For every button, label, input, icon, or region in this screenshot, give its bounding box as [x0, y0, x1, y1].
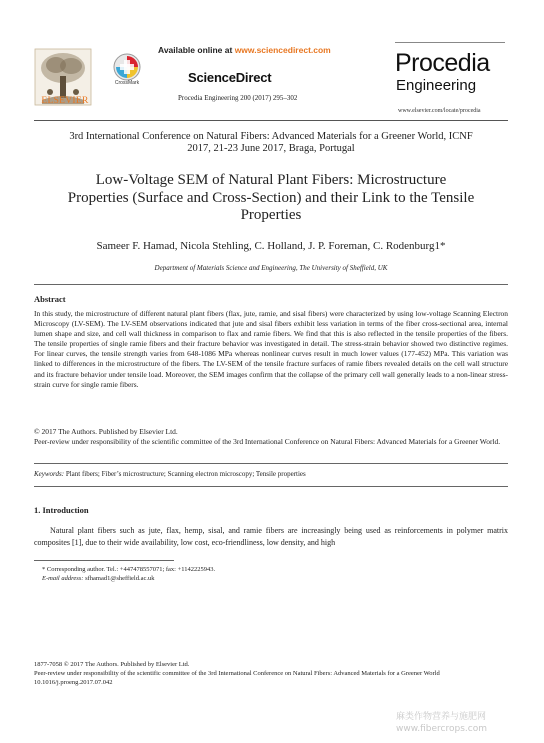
email-label: E-mail address: — [42, 575, 84, 582]
introduction-heading: 1. Introduction — [34, 505, 89, 515]
abstract-heading: Abstract — [34, 294, 66, 304]
journal-name: Procedia — [395, 49, 490, 77]
keywords-divider — [34, 463, 508, 464]
journal-citation: Procedia Engineering 200 (2017) 295–302 — [178, 94, 298, 102]
keywords-text: Plant fibers; Fiber’s microstructure; Scanning electron microscopy; Tensile properties — [64, 470, 306, 478]
peer-review-note: Peer-review under responsibility of the scientific committee of the 3rd International Conference on Natural Fibers: Advanced Materials for a Greener World. — [34, 437, 501, 447]
available-online — [158, 45, 331, 55]
crossmark-label: CrossMark — [114, 80, 140, 86]
paper-title-line-3: Properties — [240, 207, 302, 223]
footnote — [42, 565, 502, 583]
journal-url[interactable]: www.elsevier.com/locate/procedia — [398, 108, 481, 114]
abstract-body: In this study, the microstructure of different natural plant fibers (flax, jute, ramie, and sisal fibers) were characterized by using low-voltage Scanning Electron Microscopy (LV-SEM). The LV-SEM observations indicated that jute and sisal fibers exhibit less variation in terms of the fiber cross-sectional area, internal lumen shape and size, and cell wall thickness in comparison to flax and ramie fibers. We find that this is also reflected in the tensile properties of the fibers. The tensile properties of single ramie fibers and their fracture behavior was investigated in detail. The stress-strain behavior showed two distinctive regimes. For linear curves, the tensile strength varies from 648-1086 MPa whereas nonlinear curves result in much lower values (177-452) MPa. This variation was linked to differences in the microstructure of the fibers. The LV-SEM of the tensile fracture surfaces of ramie fibers revealed details on the cell wall structure and its fracture behavior under tensile load. Moreover, the SEM images confirm that the collapse of the primary cell wall generally leads to a non-linear stress-strain curve for single ramie fibers. — [34, 309, 508, 389]
watermark-line-2: www.fibercrops.com — [396, 724, 487, 734]
paper-title — [34, 172, 508, 225]
abstract-top-divider — [34, 284, 508, 285]
affiliation: Department of Materials Science and Engineering, The University of Sheffield, UK — [154, 264, 388, 272]
publisher-name: ELSEVIER — [41, 96, 89, 106]
paper-title-line-1: Low-Voltage SEM of Natural Plant Fibers: Microstructure — [95, 172, 447, 188]
authors: Sameer F. Hamad, Nicola Stehling, C. Holland, J. P. Foreman, C. Rodenburg1* — [96, 240, 446, 252]
doi-line[interactable]: 10.1016/j.proeng.2017.07.042 — [34, 679, 113, 686]
conference-line — [34, 131, 508, 155]
email-line — [42, 574, 502, 583]
issn-line: 1877-7058 © 2017 The Authors. Published by Elsevier Ltd. — [34, 661, 190, 668]
journal-top-rule — [395, 42, 505, 43]
email-address[interactable]: sfhamad1@sheffield.ac.uk — [83, 575, 155, 582]
bottom-publication-info — [34, 660, 508, 687]
journal-subtitle: Engineering — [396, 77, 477, 94]
keywords — [34, 470, 508, 478]
abstract-bottom-divider — [34, 486, 508, 487]
sciencedirect-link[interactable]: www.sciencedirect.com — [234, 45, 331, 55]
conference-line-1: 3rd International Conference on Natural Fibers: Advanced Materials for a Greener World, ICNF — [69, 131, 473, 142]
corresponding-author: * Corresponding author. Tel.: +447478557071; fax: +1142225943. — [42, 566, 216, 573]
paper-title-line-2: Properties (Surface and Cross-Section) and their Link to the Tensile — [67, 189, 475, 206]
bottom-peer-review: Peer-review under responsibility of the scientific committee of the 3rd International Conference on Natural Fibers: Advanced Materials for a Greener World — [34, 670, 440, 677]
copyright-line: © 2017 The Authors. Published by Elsevier Ltd. — [34, 427, 178, 436]
header-divider — [34, 120, 508, 121]
watermark-line-1: 麻类作物营养与施肥网 — [396, 712, 487, 722]
platform-name: ScienceDirect — [188, 70, 272, 85]
available-prefix: Available online at — [158, 45, 235, 55]
abstract-copyright — [34, 427, 508, 447]
site-watermark — [396, 711, 540, 735]
introduction-body: Natural plant fibers such as jute, flax, hemp, sisal, and ramie fibers are increasingly being used as reinforcements in polymer matrix composites [1], due to their wide availability, low cost, eco-friendliness, low density, and high — [34, 526, 508, 547]
footnote-divider — [34, 560, 174, 561]
crossmark-icon[interactable] — [112, 52, 142, 82]
conference-line-2: 2017, 21-23 June 2017, Braga, Portugal — [187, 143, 355, 154]
keywords-label: Keywords: — [34, 470, 65, 478]
